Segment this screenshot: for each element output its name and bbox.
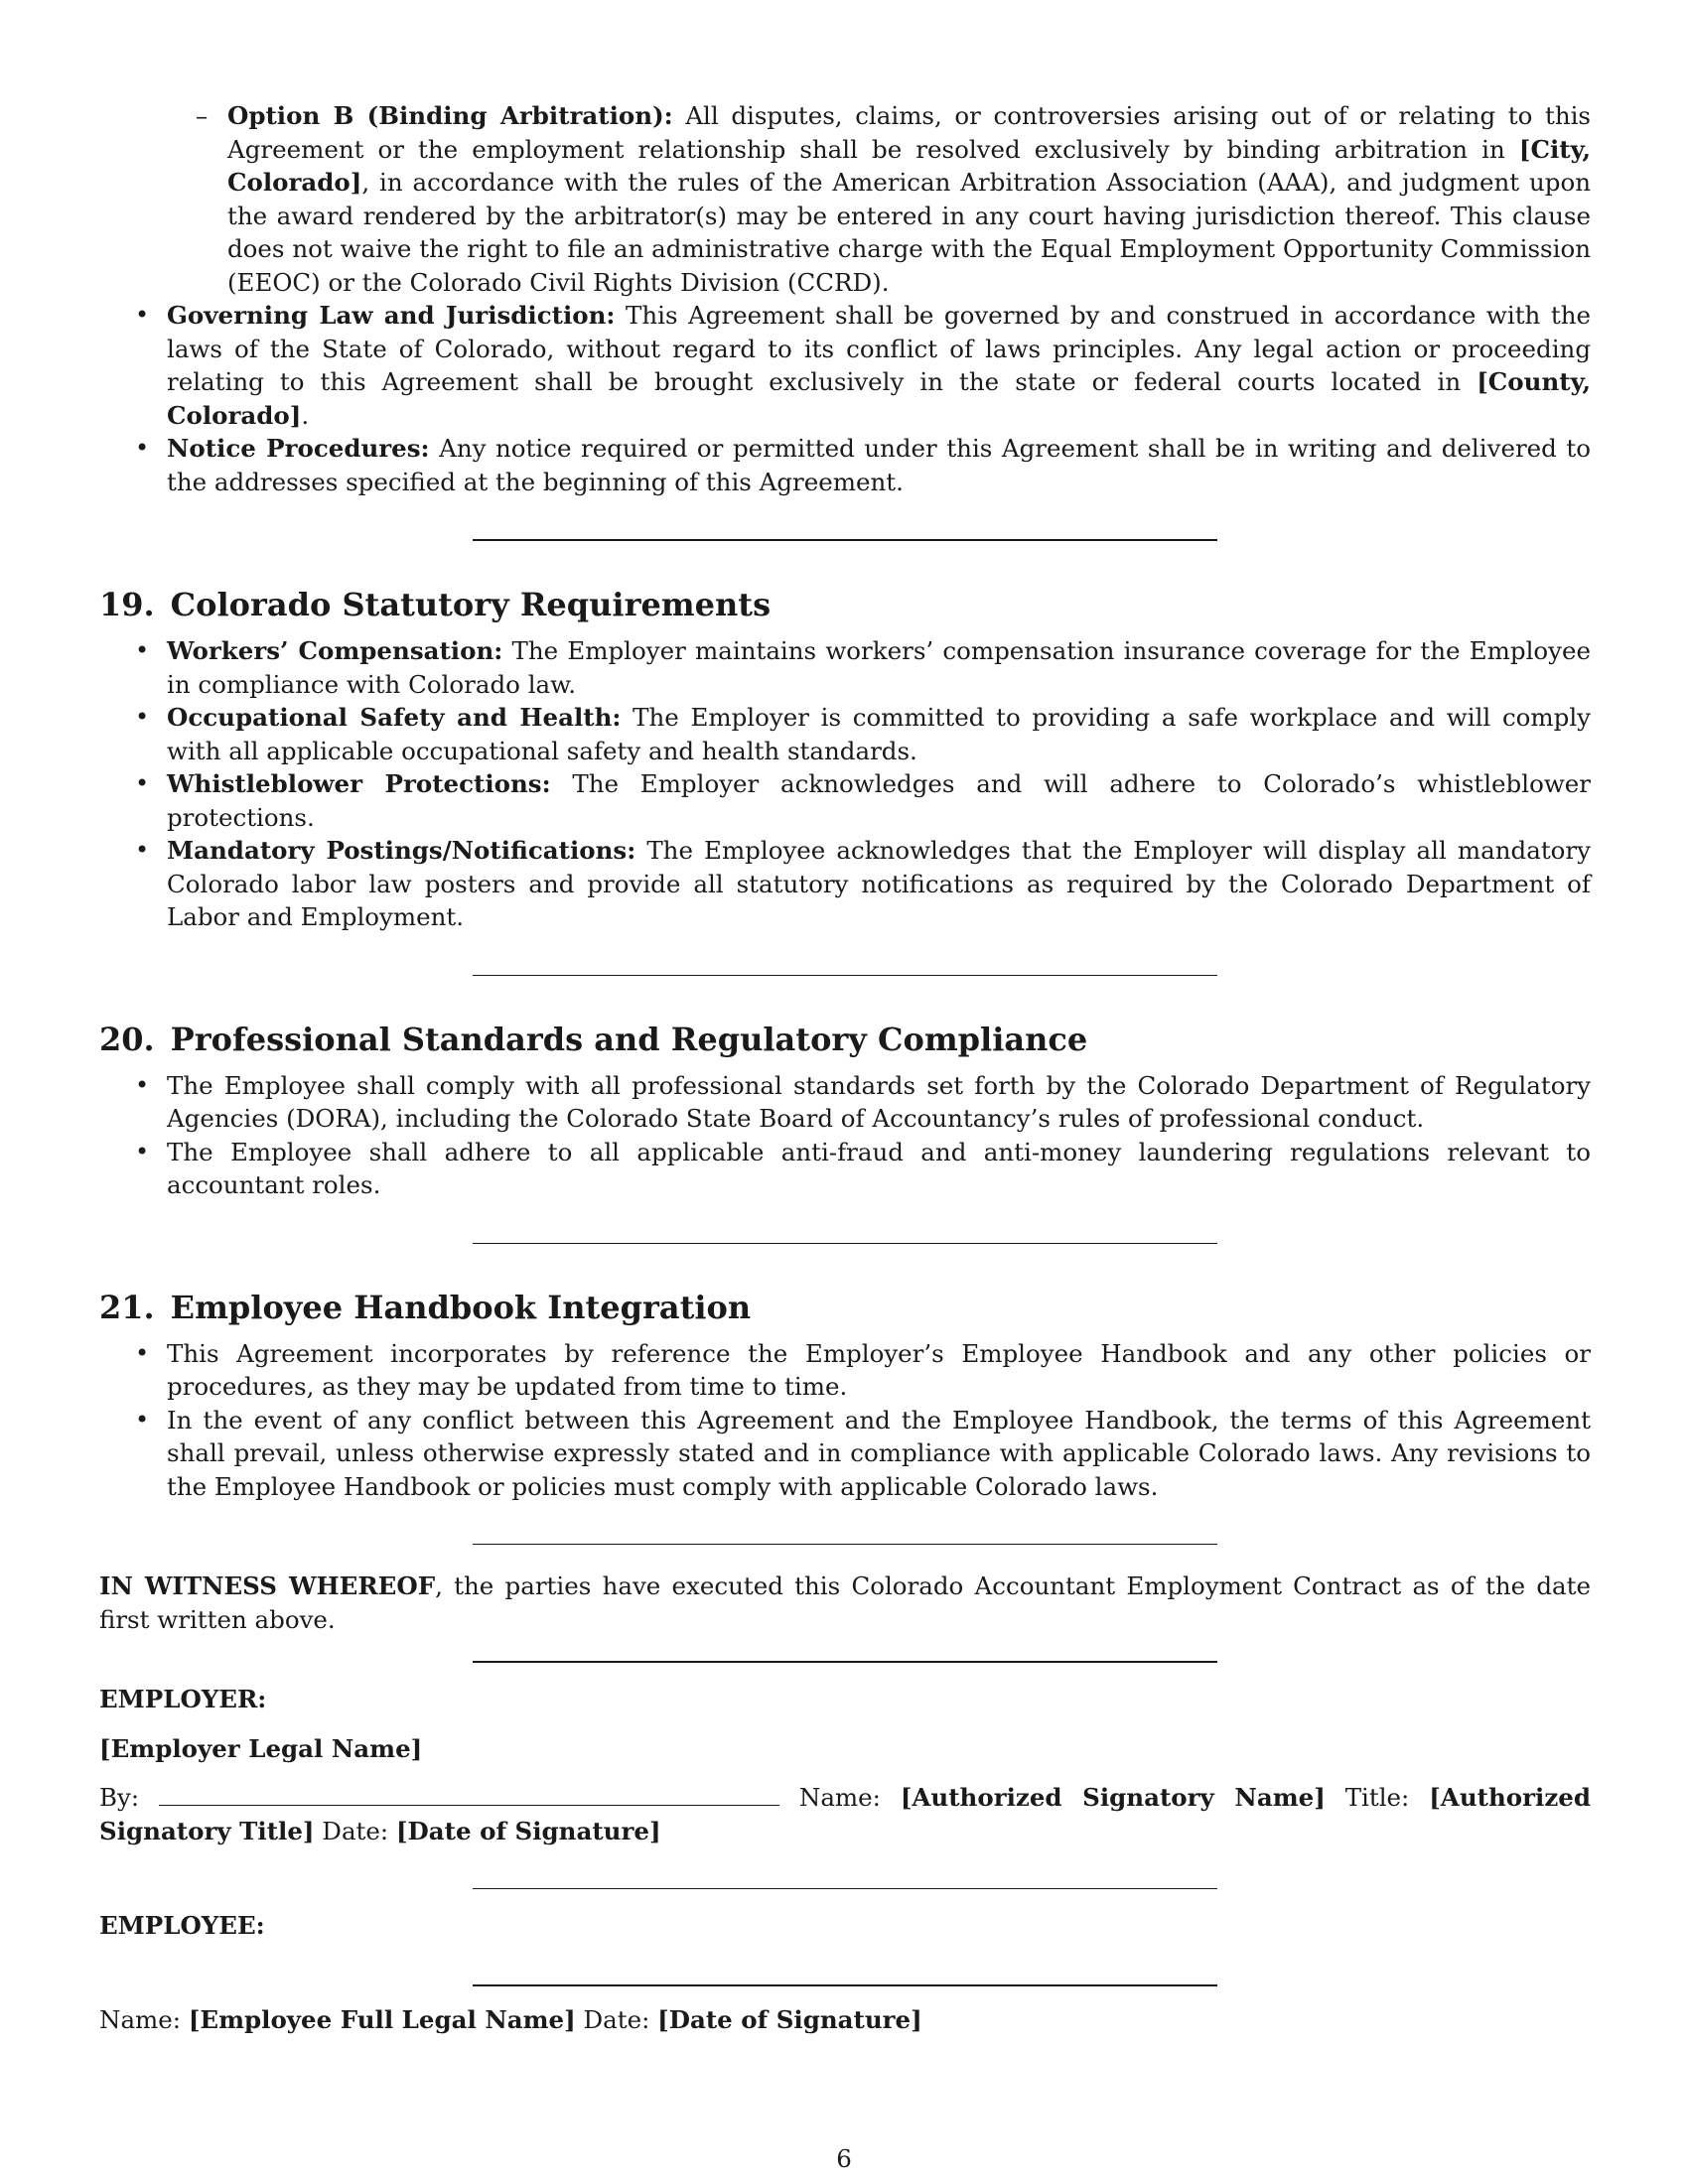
section-21-list <box>99 1337 1591 1504</box>
list-item: • The Employee shall comply with all professional standards set forth by the Colorado Department of Regulatory Agencies (DORA), including the Colorado State Board of Accountancy’s rules of professional conduct. <box>99 1069 1591 1136</box>
item-text: The Employer is committed to providing a safe workplace and will comply with all applicable occupational safety and health standards. <box>167 703 1592 765</box>
section-divider <box>473 975 1217 976</box>
section-21-title: Employee Handbook Integration <box>170 1288 752 1326</box>
governing-label: Governing Law and Jurisdiction: <box>167 301 616 330</box>
section-20-title: Professional Standards and Regulatory Compliance <box>170 1020 1088 1058</box>
list-item <box>99 701 1591 767</box>
item-text: The Employer maintains workers’ compensation insurance coverage for the Employee in compliance with Colorado law. <box>167 636 1592 699</box>
list-item-notice <box>99 432 1591 498</box>
employer-signature-line <box>99 1781 1591 1847</box>
employer-date: [Date of Signature] <box>395 1816 661 1845</box>
list-item <box>99 767 1591 834</box>
option-b-label: Option B (Binding Arbitration): <box>227 101 673 130</box>
item-label: Workers’ Compensation: <box>167 636 503 665</box>
witness-paragraph <box>99 1570 1591 1636</box>
section-20-heading <box>99 1020 1591 1059</box>
employee-heading <box>99 1909 1591 1943</box>
option-b-text: All disputes, claims, or controversies arising out of or relating to this Agreement or the employment relationship shall be resolved exclusively by binding arbitration in <box>227 101 1592 164</box>
section-21-number: 21. <box>99 1288 155 1326</box>
employee-name: [Employee Full Legal Name] <box>188 2004 576 2034</box>
signatory-name: [Authorized Signatory Name] <box>900 1783 1326 1812</box>
list-item: • This Agreement incorporates by reference the Employer’s Employee Handbook and any other policies or procedures, as they may be updated from time to time. <box>99 1337 1591 1404</box>
date-label: Date: <box>583 2004 650 2034</box>
section-divider <box>473 1544 1217 1545</box>
list-item <box>99 834 1591 934</box>
notice-text: Any notice required or permitted under this Agreement shall be in writing and delivered to the addresses specified at the beginning of this Agreement. <box>167 434 1591 496</box>
section-21-heading <box>99 1288 1591 1327</box>
section-divider <box>473 539 1217 541</box>
employer-heading <box>99 1683 1591 1716</box>
employee-name-line <box>99 2003 1591 2037</box>
page-number: 6 <box>836 2144 852 2173</box>
section-20-list <box>99 1069 1591 1202</box>
section-19-heading <box>99 585 1591 624</box>
item-label: Mandatory Postings/Notifications: <box>167 836 636 865</box>
item-label: Occupational Safety and Health: <box>167 703 622 732</box>
section-19-number: 19. <box>99 586 155 623</box>
list-item-governing-law <box>99 299 1591 432</box>
name-label: Name: <box>798 1783 881 1812</box>
section-divider <box>473 1888 1217 1889</box>
section-divider <box>473 1661 1217 1663</box>
document-page <box>99 99 1591 2036</box>
section-19-title: Colorado Statutory Requirements <box>170 586 772 623</box>
section-20-number: 20. <box>99 1020 155 1058</box>
section-18-list <box>99 299 1591 498</box>
date-label: Date: <box>322 1816 389 1845</box>
employee-heading-text: EMPLOYEE: <box>99 1911 265 1940</box>
item-label: Whistleblower Protections: <box>167 769 551 798</box>
notice-label: Notice Procedures: <box>167 434 430 463</box>
name-label: Name: <box>99 2004 182 2034</box>
governing-text: This Agreement shall be governed by and construed in accordance with the laws of the State of Colorado, without regard to its conflict of laws principles. Any legal action or proceeding relating to this Agreement shall be brought exclusively in the state or federal courts located in <box>167 301 1591 396</box>
list-item: • In the event of any conflict between this Agreement and the Employee Handbook, the terms of this Agreement shall prevail, unless otherwise expressly stated and in compliance with applicable Colorado laws. Any revisions to the Employee Handbook or policies must comply with applicable Colorado laws. <box>99 1404 1591 1504</box>
option-b-item <box>99 99 1591 299</box>
employee-date: [Date of Signature] <box>657 2004 922 2034</box>
governing-place: [County, Colorado] <box>167 367 1591 430</box>
list-item: • The Employee shall adhere to all applicable anti-fraud and anti-money laundering regulations relevant to accountant roles. <box>99 1136 1591 1202</box>
option-b-place: [City, Colorado] <box>227 134 1591 197</box>
employer-legal-name <box>99 1732 1591 1766</box>
employer-legal-name-text: [Employer Legal Name] <box>99 1733 423 1763</box>
employer-heading-text: EMPLOYER: <box>99 1685 267 1713</box>
governing-text-end: . <box>301 400 310 430</box>
section-19-list <box>99 634 1591 934</box>
employer-signature-field[interactable] <box>159 1783 779 1806</box>
signatory-title: [Authorized Signatory Title] <box>99 1783 1591 1845</box>
list-item <box>99 634 1591 701</box>
by-label: By: <box>99 1783 140 1812</box>
witness-bold: IN WITNESS WHEREOF <box>99 1571 436 1600</box>
option-b-text-cont: , in accordance with the rules of the American Arbitration Association (AAA), and judgment upon the award rendered by the arbitrator(s) may be entered in any court having jurisdiction thereof. This clause does not waive the right to file an administrative charge with the Equal Employment Opportunity Commission (EEOC) or the Colorado Civil Rights Division (CCRD). <box>227 168 1591 297</box>
item-text: The Employee acknowledges that the Employer will display all mandatory Colorado labor law posters and provide all statutory notifications as required by the Colorado Department of Labor and Employment. <box>167 836 1591 931</box>
item-text: The Employer acknowledges and will adhere to Colorado’s whistleblower protections. <box>167 769 1591 832</box>
section-divider <box>473 1243 1217 1244</box>
witness-text: , the parties have executed this Colorado Accountant Employment Contract as of the date first written above. <box>99 1571 1591 1634</box>
title-label: Title: <box>1344 1783 1410 1812</box>
employee-signature-line[interactable] <box>473 1984 1217 1986</box>
